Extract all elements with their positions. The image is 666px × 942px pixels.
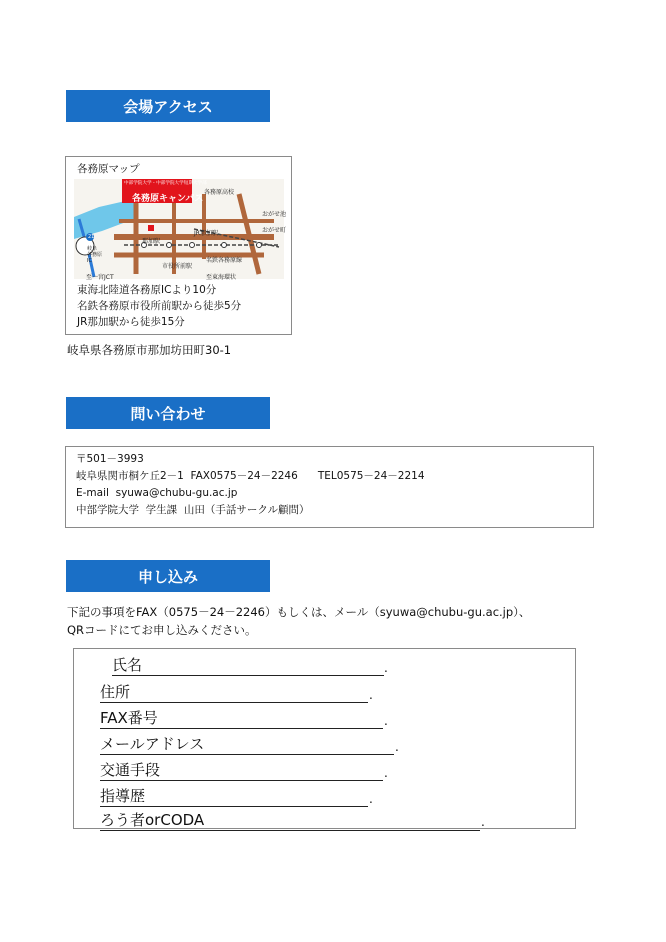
station-2 [167,243,172,248]
field-transport-line[interactable] [100,780,383,781]
contact-heading: 問い合わせ [66,397,270,429]
field-email-line[interactable] [100,754,394,755]
field-deaf-coda-label[interactable]: ろう者orCODA [100,811,205,829]
field-address-label[interactable]: 住所 [100,683,131,701]
map-box [65,156,292,335]
map-ogase-dori: おがせ町 [262,227,287,234]
apply-instructions-line1: 下記の事項をFAX（0575－24－2246）もしくは、メール（syuwa@chubu-gu.ac.jp）、 [67,605,531,619]
contact-address-fax-tel: 岐阜県関市桐ケ丘2－1 FAX0575－24－2246 TEL0575－24－2214 [76,470,425,482]
direction-jr: JR那加駅から徒歩15分 [77,316,185,328]
field-name-line[interactable] [112,675,384,676]
map-jct: 至一宮JCT [86,274,114,281]
venue-address: 岐阜県各務原市那加坊田町30-1 [67,343,232,357]
field-fax-label[interactable]: FAX番号 [100,709,158,727]
apply-instructions-line2: QRコードにてお申し込みください。 [67,623,257,637]
map-meitetsu: 名鉄各務原線 [206,257,243,264]
access-heading: 会場アクセス [66,90,270,122]
map-jr-station: JR那加駅 [194,230,218,237]
field-deaf-coda-dot: . [481,815,485,829]
map-school: 各務原高校 [204,189,235,196]
apply-heading: 申し込み [66,560,270,592]
contact-postal: 〒501－3993 [76,453,144,465]
campus-marker [148,225,154,231]
contact-person: 中部学院大学 学生課 山田（手話サークル顧問） [76,504,310,516]
station-5 [257,243,262,248]
field-email-label[interactable]: メールアドレス [100,735,205,753]
station-4 [222,243,227,248]
station-3 [190,243,195,248]
map-ogase-ike: おがせ池 [262,211,287,218]
field-address-line[interactable] [100,702,368,703]
field-transport-dot: . [384,766,388,780]
field-email-dot: . [395,740,399,754]
field-fax-dot: . [384,714,388,728]
field-address-dot: . [369,688,373,702]
field-deaf-coda-line[interactable] [100,830,480,831]
field-transport-label[interactable]: 交通手段 [100,761,161,779]
field-history-dot: . [369,792,373,806]
direction-ic: 東海北陸道各務原ICより10分 [77,284,217,296]
contact-email: E-mail syuwa@chubu-gu.ac.jp [76,487,238,499]
map-title: 各務原マップ [77,163,140,175]
map-city-hall-station: 市役所前駅 [162,263,193,270]
map-campus-name: 各務原キャンパス [132,194,204,204]
map-ic: 岐阜 各務原 IC [87,246,103,264]
map-south-line: 至東海環状 [206,274,237,281]
field-name-label[interactable]: 氏名 [112,656,143,674]
map-route: 21 [88,234,95,240]
direction-meitetsu: 名鉄各務原市役所前駅から徒歩5分 [77,300,242,312]
field-name-dot: . [384,661,388,675]
field-history-line[interactable] [100,806,368,807]
contact-box [65,446,594,528]
field-fax-line[interactable] [100,728,383,729]
field-history-label[interactable]: 指導歴 [100,787,146,805]
map-naka-station: 那加駅 [142,238,161,245]
map-campus-line1: 中部学院大学・中部学院大学短期大学部 [124,181,207,186]
